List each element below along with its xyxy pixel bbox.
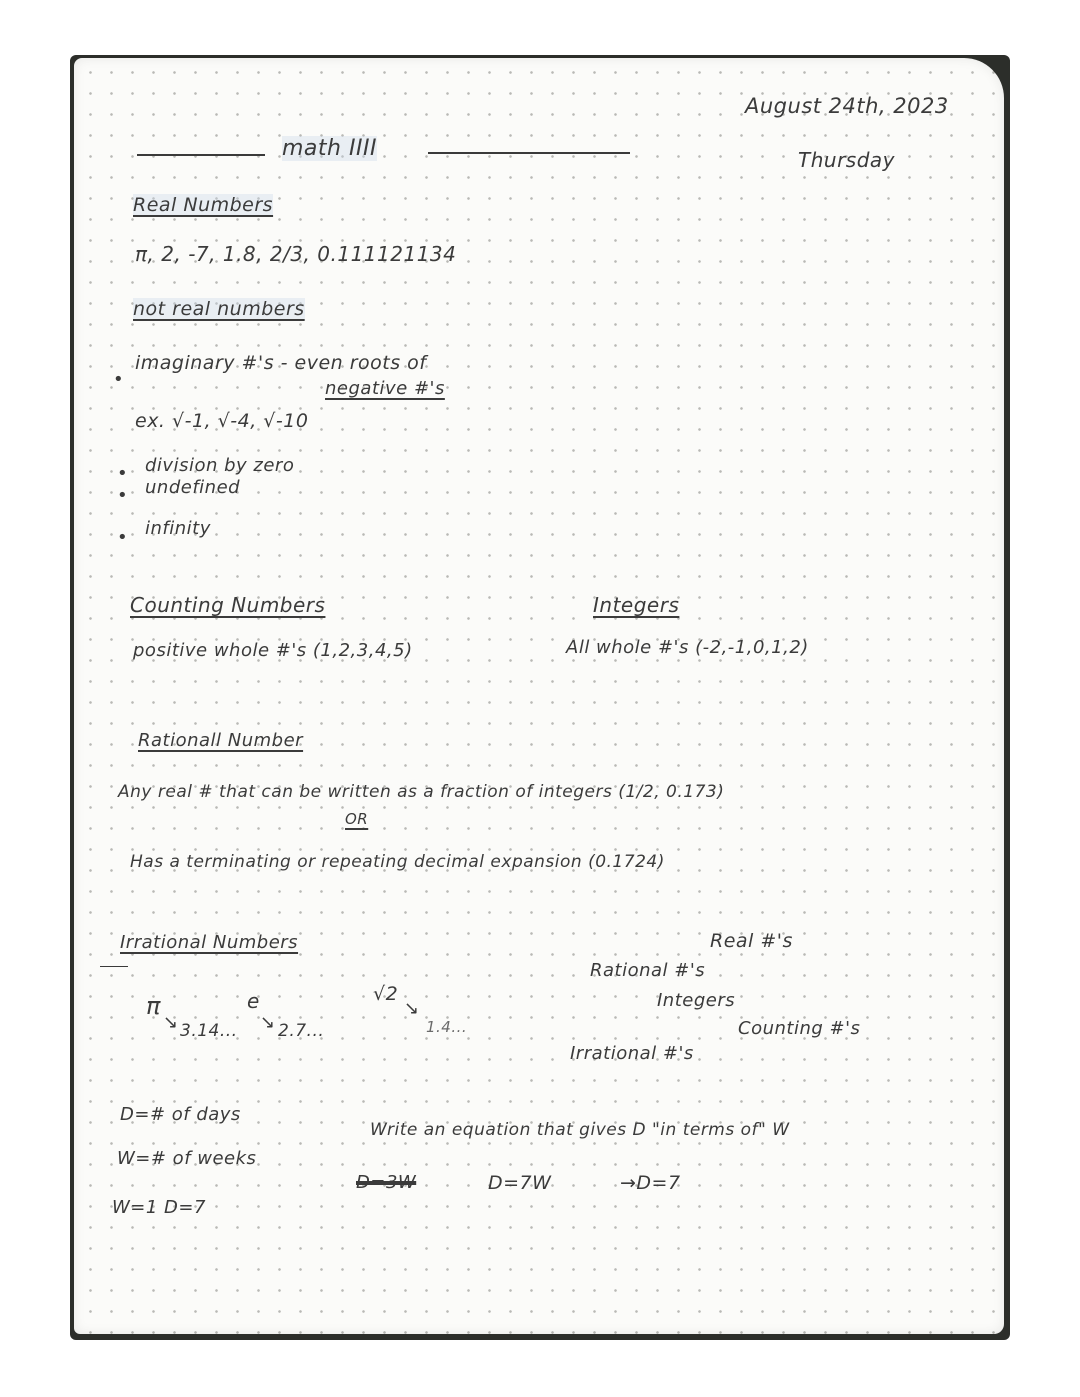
pi-value: 3.14...	[180, 1021, 238, 1041]
rational-heading: Rationall Number	[138, 730, 304, 751]
irrational-underline-extension	[100, 966, 128, 967]
bullet-dot: •	[117, 485, 129, 506]
bullet-dot: •	[113, 369, 125, 390]
week-example: W=1 D=7	[112, 1197, 206, 1218]
hierarchy-irrational: Irrational #'s	[570, 1043, 694, 1064]
arrow-icon: ↘	[260, 1012, 276, 1033]
sqrt2-symbol: √2	[373, 983, 399, 1005]
infinity-text: infinity	[145, 518, 211, 539]
equation-result: →D=7	[620, 1172, 681, 1194]
integers-heading: Integers	[593, 593, 680, 617]
imaginary-line: imaginary #'s - even roots of	[135, 352, 427, 374]
rational-or: OR	[345, 810, 369, 828]
counting-numbers-heading: Counting Numbers	[130, 593, 326, 617]
crossed-out-equation: D=3W	[356, 1172, 417, 1193]
irrational-heading: Irrational Numbers	[120, 932, 299, 953]
integers-text: All whole #'s (-2,-1,0,1,2)	[566, 637, 809, 658]
days-definition: D=# of days	[120, 1104, 241, 1125]
sqrt2-value: 1.4...	[426, 1018, 468, 1036]
counting-numbers-text: positive whole #'s (1,2,3,4,5)	[133, 640, 413, 661]
header-rule-left	[137, 154, 265, 156]
negative-numbers-text: negative #'s	[325, 378, 445, 399]
hierarchy-integers: Integers	[657, 990, 736, 1011]
e-value: 2.7...	[278, 1021, 325, 1041]
arrow-icon: ↘	[163, 1012, 179, 1033]
pi-symbol: π	[146, 992, 161, 1020]
bullet-dot: •	[117, 463, 129, 484]
real-numbers-examples: π, 2, -7, 1.8, 2/3, 0.111121134	[135, 242, 457, 266]
e-symbol: e	[247, 989, 260, 1013]
hierarchy-counting: Counting #'s	[738, 1018, 861, 1039]
division-by-zero: division by zero	[145, 455, 295, 476]
hierarchy-rational: Rational #'s	[590, 960, 706, 981]
hierarchy-real: Real #'s	[710, 930, 793, 952]
bullet-dot: •	[117, 527, 129, 548]
not-real-heading: not real numbers	[133, 298, 305, 320]
equation-answer: D=7W	[488, 1172, 552, 1194]
rational-definition-1: Any real # that can be written as a fraction of integers (1/2, 0.173)	[118, 782, 725, 802]
date-text: August 24th, 2023	[745, 94, 949, 118]
subject-title: math IIII	[282, 136, 377, 161]
weeks-definition: W=# of weeks	[117, 1148, 257, 1169]
weekday-text: Thursday	[798, 148, 895, 172]
equation-prompt: Write an equation that gives D "in terms of" W	[370, 1120, 790, 1140]
header-rule-right	[428, 152, 630, 154]
arrow-icon: ↘	[404, 998, 420, 1019]
rational-definition-2: Has a terminating or repeating decimal expansion (0.1724)	[130, 852, 665, 872]
undefined-text: undefined	[145, 477, 241, 498]
real-numbers-heading: Real Numbers	[133, 194, 274, 216]
imaginary-example: ex. √-1, √-4, √-10	[135, 410, 309, 432]
